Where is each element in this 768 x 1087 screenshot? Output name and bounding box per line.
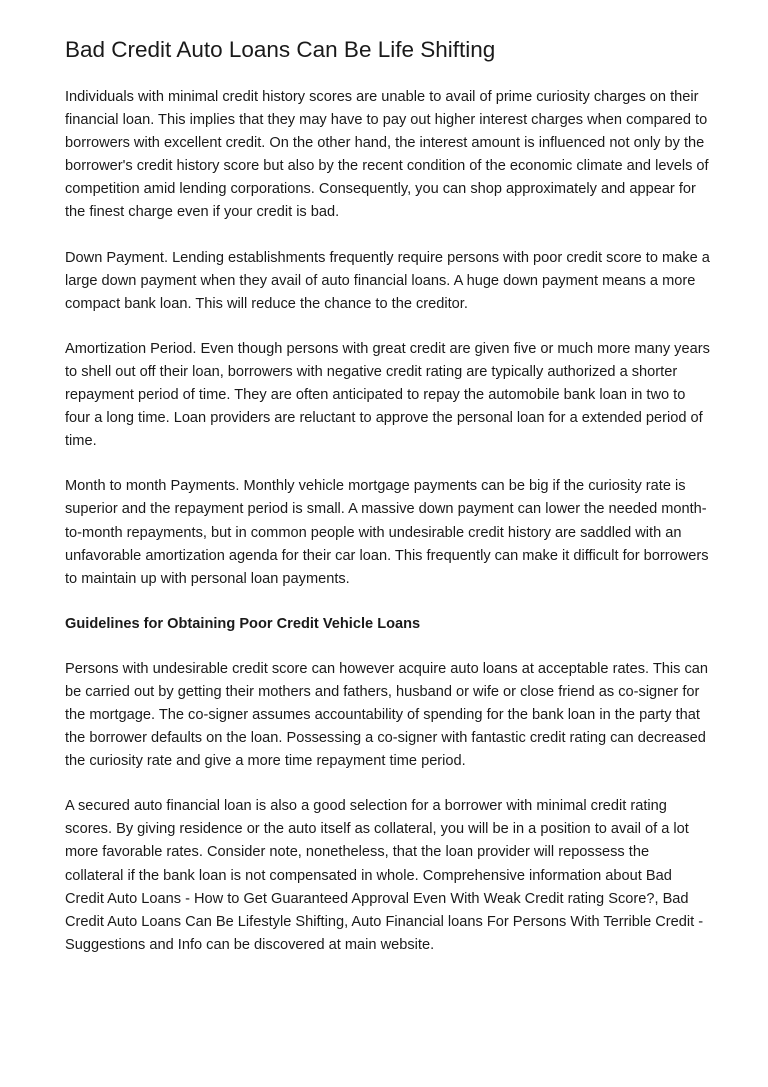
paragraph-intro: Individuals with minimal credit history scores are unable to avail of prime curiosity charges on their financial loan. This implies that they may have to pay out higher interest charges when compared to borrowers with excellent credit. On the other hand, the interest amount is influenced not only by the borrower's credit history score but also by the recent condition of the economic climate and levels of competition amid lending corporations. Consequently, you can shop approximately and appear for the finest charge even if your credit is bad. bbox=[65, 89, 709, 221]
paragraph-monthly-payments: Month to month Payments. Monthly vehicle mortgage payments can be big if the curiosity rate is superior and the repayment period is small. A massive down payment can lower the needed month-to-month repayments, but in common people with undesirable credit history are saddled with an unfavorable amortization agenda for their car loan. This frequently can make it difficult for borrowers to maintain up with personal loan payments. bbox=[65, 478, 709, 587]
paragraph-secured-loan: A secured auto financial loan is also a good selection for a borrower with minimal credit rating scores. By giving residence or the auto itself as collateral, you will be in a position to avail of a lot more favorable rates. Consider note, nonetheless, that the loan provider will repossess the collateral if the bank loan is not compensated in whole. Comprehensive information about Bad Credit Auto Loans - How to Get Guaranteed Approval Even With Weak Credit rating Score?, Bad Credit Auto Loans Can Be Lifestyle Shifting, Auto Financial loans For Persons With Terrible Credit - Suggestions and Info can be discovered at main website. bbox=[65, 798, 704, 953]
paragraph-amortization-period: Amortization Period. Even though persons with great credit are given five or much more many years to shell out off their loan, borrowers with negative credit rating are typically authorized a shorter repayment period of time. They are often anticipated to repay the automobile bank loan in two to four a long time. Loan providers are reluctant to approve the personal loan for a extended period of time. bbox=[65, 340, 710, 450]
paragraph-co-signer: Persons with undesirable credit score can however acquire auto loans at acceptable rates. This can be carried out by getting their mothers and fathers, husband or wife or close friend as co-signer for the mortgage. The co-signer assumes accountability of spending for the bank loan in the party that the borrower defaults on the loan. Possessing a co-signer with fantastic credit rating can decreased the curiosity rate and give a more time repayment time period. bbox=[65, 660, 709, 770]
section-heading: Guidelines for Obtaining Poor Credit Vehicle Loans bbox=[65, 615, 421, 632]
paragraph-down-payment: Down Payment. Lending establishments frequently require persons with poor credit score to make a large down payment when they avail of auto financial loans. A huge down payment means a more compact bank loan. This will reduce the chance to the creditor. bbox=[65, 249, 710, 312]
document-page bbox=[65, 36, 711, 979]
document-title: Bad Credit Auto Loans Can Be Life Shifting bbox=[65, 37, 496, 62]
